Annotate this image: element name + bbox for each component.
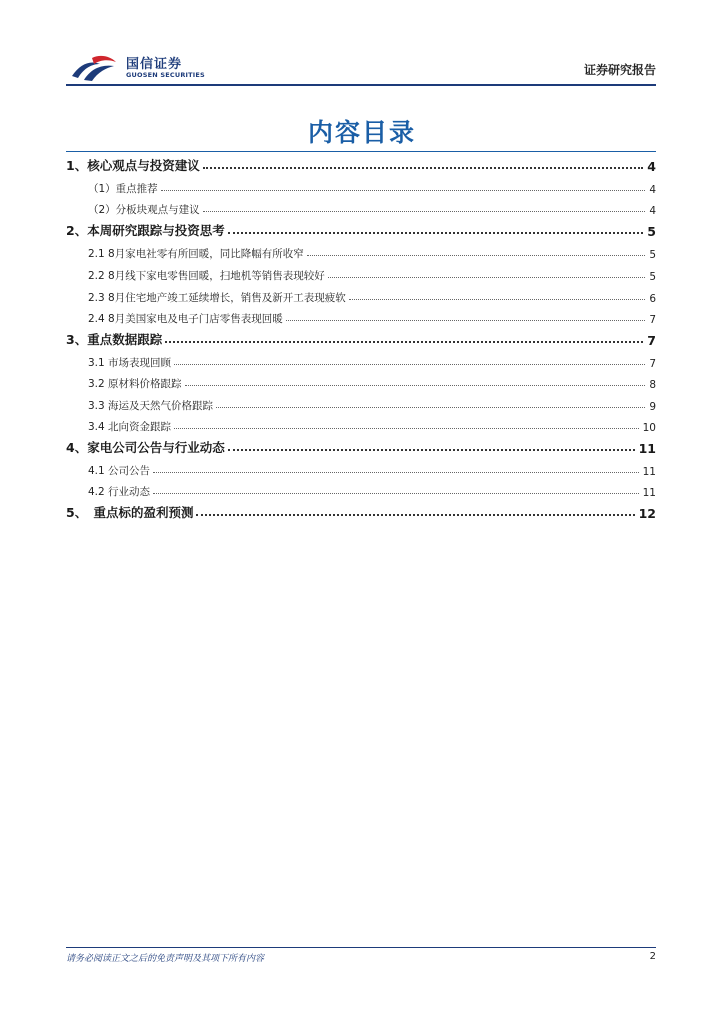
toc-dot-leader (203, 167, 644, 169)
toc-subsection-entry[interactable] (66, 241, 656, 261)
toc-title: 内容目录 (307, 118, 416, 147)
toc-section-entry[interactable] (66, 436, 656, 456)
toc-entry-page: 5 (647, 224, 656, 239)
toc-entry-page: 4 (647, 159, 656, 174)
toc-entry-page: 5 (649, 249, 656, 261)
toc-subsection-entry[interactable] (66, 306, 656, 326)
toc-subsection-entry[interactable] (66, 176, 656, 196)
toc-entry-label: 3.4 北向资金跟踪 (88, 421, 172, 433)
toc-entry-label: 3、重点数据跟踪 (66, 332, 163, 347)
toc-dot-leader (203, 211, 646, 212)
page-header (70, 52, 656, 86)
toc-subsection-entry[interactable] (66, 414, 656, 434)
toc-dot-leader (307, 255, 646, 256)
toc-entry-page: 10 (642, 422, 656, 434)
toc-dot-leader (185, 385, 646, 386)
toc-subsection-entry[interactable] (66, 263, 656, 283)
toc-entry-label: 4、家电公司公告与行业动态 (66, 440, 225, 455)
toc-entry-page: 4 (649, 184, 656, 196)
toc-section-entry[interactable] (66, 328, 656, 348)
toc-dot-leader (161, 190, 646, 191)
toc-entry-page: 12 (638, 506, 656, 521)
toc-entry-label: （2）分板块观点与建议 (88, 204, 200, 216)
toc-dot-leader (228, 449, 635, 451)
toc-dot-leader (328, 277, 646, 278)
toc-dot-leader (216, 407, 645, 408)
logo-chinese-name: 国信证券 (126, 57, 183, 72)
toc-dot-leader (196, 514, 634, 516)
toc-entry-label: 4.2 行业动态 (88, 486, 151, 498)
toc-entry-page: 9 (649, 401, 656, 413)
toc-entry-label: 2.3 8月住宅地产竣工延续增长，销售及新开工表现疲软 (88, 292, 346, 304)
toc-entry-label: 3.3 海运及天然气价格跟踪 (88, 400, 214, 412)
toc-entry-label: 5、 重点标的盈利预测 (66, 505, 194, 520)
footer-disclaimer: 请务必阅读正文之后的免责声明及其项下所有内容 (66, 954, 265, 964)
toc-dot-leader (228, 232, 644, 234)
footer-divider (66, 947, 656, 948)
toc-subsection-entry[interactable] (66, 285, 656, 305)
toc-entry-label: 2、本周研究跟踪与投资思考 (66, 223, 225, 238)
toc-dot-leader (153, 472, 639, 473)
toc-section-entry[interactable] (66, 501, 656, 521)
toc-entry-label: 3.2 原材料价格跟踪 (88, 378, 182, 390)
toc-dot-leader (165, 341, 643, 343)
guosen-logo-icon (70, 54, 118, 82)
toc-entry-page: 11 (642, 466, 656, 478)
toc-entry-page: 7 (647, 333, 656, 348)
toc-dot-leader (286, 320, 646, 321)
toc-dot-leader (349, 299, 646, 300)
toc-subsection-entry[interactable] (66, 479, 656, 499)
toc-section-entry[interactable] (66, 154, 656, 174)
toc-entry-label: 2.1 8月家电社零有所回暖，同比降幅有所收窄 (88, 248, 304, 260)
header-divider (66, 84, 656, 86)
toc-subsection-entry[interactable] (66, 393, 656, 413)
toc-dot-leader (153, 493, 639, 494)
page-number: 2 (649, 951, 656, 962)
toc-entry-label: （1）重点推荐 (88, 183, 158, 195)
toc-entry-page: 8 (649, 379, 656, 391)
toc-entry-label: 2.4 8月美国家电及电子门店零售表现回暖 (88, 313, 283, 325)
toc-title-divider (66, 151, 656, 152)
toc-subsection-entry[interactable] (66, 371, 656, 391)
toc-entry-label: 4.1 公司公告 (88, 465, 151, 477)
toc-subsection-entry[interactable] (66, 350, 656, 370)
toc-dot-leader (174, 364, 645, 365)
toc-entry-page: 7 (649, 314, 656, 326)
toc-entry-page: 11 (642, 487, 656, 499)
toc-entry-page: 4 (649, 205, 656, 217)
toc-entry-label: 1、核心观点与投资建议 (66, 158, 200, 173)
toc-entry-page: 11 (638, 441, 656, 456)
toc-section-entry[interactable] (66, 219, 656, 239)
toc-entry-page: 5 (649, 271, 656, 283)
toc-subsection-entry[interactable] (66, 458, 656, 478)
toc-entry-label: 3.1 市场表现回顾 (88, 357, 172, 369)
logo-english-name: GUOSEN SECURITIES (126, 71, 205, 79)
toc-entry-page: 7 (649, 358, 656, 370)
toc-dot-leader (174, 428, 639, 429)
toc-entry-label: 2.2 8月线下家电零售回暖，扫地机等销售表现较好 (88, 270, 325, 282)
report-type-label: 证券研究报告 (583, 63, 656, 77)
toc-entry-page: 6 (649, 293, 656, 305)
toc-subsection-entry[interactable] (66, 197, 656, 217)
guosen-logo (70, 52, 230, 84)
